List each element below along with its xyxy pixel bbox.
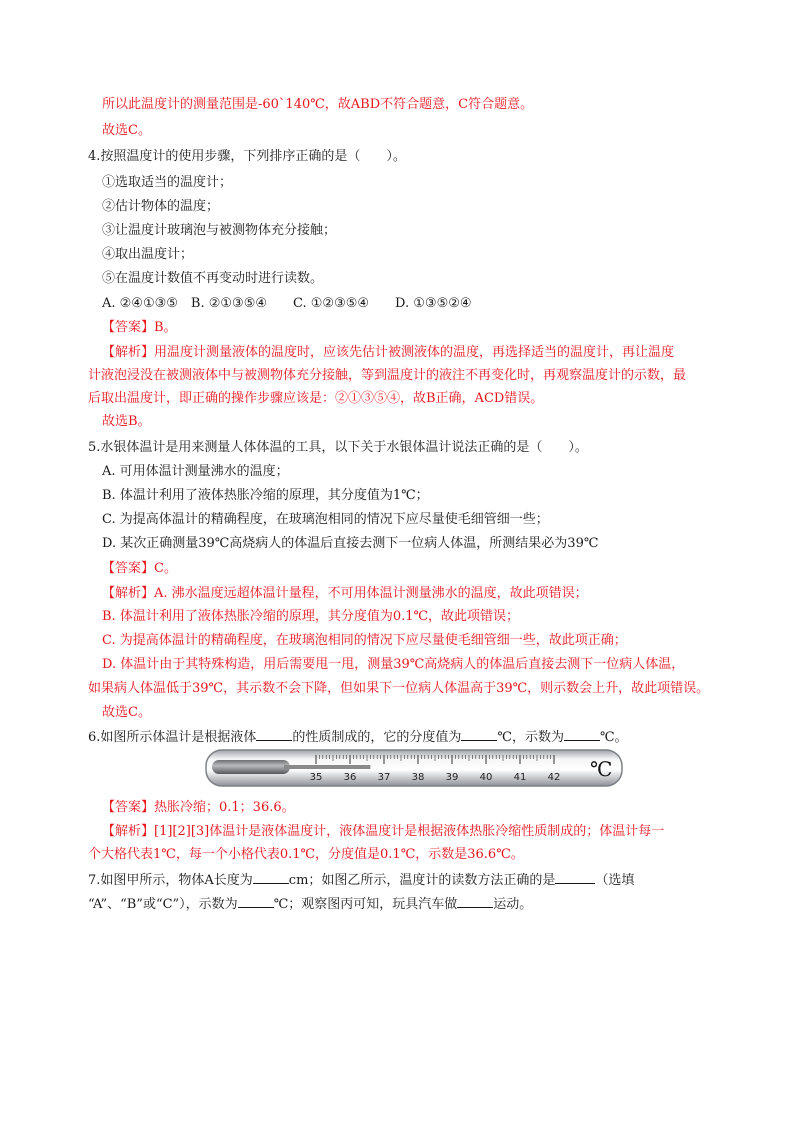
analysis-text: C. 为提高体温计的精确程度，在玻璃泡相同的情况下应尽量使毛细管细一些，故此项正确； (102, 633, 627, 648)
question-4-options: A. ②④①③⑤ B. ②①③⑤④ C. ①②③⑤④ D. ①③⑤②④ (102, 296, 472, 311)
scale-label: 40 (479, 772, 493, 783)
q7-a1: 7.如图甲所示，物体A长度为 (88, 873, 253, 888)
doc-line: 故选C。 (102, 123, 151, 138)
thermometer-mercury-column (284, 765, 370, 769)
question-5-option: A. 可用体温计测量沸水的温度； (102, 464, 289, 479)
question-4-step: ③让温度计玻璃泡与被测物体充分接触； (102, 223, 337, 238)
thermometer-bulb (212, 760, 290, 774)
question-5-option: D. 某次正确测量39℃高烧病人的体温后直接去测下一位病人体温，所测结果必为39℃ (102, 536, 599, 551)
answer-label: 【答案】B。 (102, 320, 177, 335)
q6-part1: 6.如图所示体温计是根据液体 (88, 730, 257, 745)
doc-line: 所以此温度计的测量范围是-60`140℃，故ABD不符合题意，C符合题意。 (102, 97, 534, 112)
scale-label: 35 (309, 772, 323, 783)
q6-part3: ℃，示数为 (497, 730, 564, 745)
question-7-stem-cont (88, 893, 532, 915)
question-4-step: ②估计物体的温度； (102, 199, 220, 214)
scale-label: 38 (411, 772, 425, 783)
analysis-text: 【解析】[1][2][3]体温计是液体温度计，液体温度计是根据液体热胀冷缩性质制成的；体温计每一 (102, 824, 665, 839)
analysis-text: 【解析】用温度计测量液体的温度时，应该先估计被测液体的温度，再选择适当的温度计，再让温度 (102, 345, 675, 360)
analysis-text: D. 体温计由于其特殊构造，用后需要甩一甩，测量39℃高烧病人的体温后直接去测下一位病人体温， (102, 657, 685, 672)
doc-line: 故选B。 (102, 414, 151, 429)
q7-blank-2[interactable] (555, 869, 595, 884)
q7-blank-1[interactable] (253, 869, 289, 884)
doc-line: 故选C。 (102, 705, 151, 720)
scale-label: 42 (547, 772, 561, 783)
q6-blank-1[interactable] (256, 726, 292, 741)
q7-blank-4[interactable] (457, 893, 493, 908)
question-4-step: ①选取适当的温度计； (102, 175, 233, 190)
analysis-text: 个大格代表1℃，每一个小格代表0.1℃，分度值是0.1℃，示数是36.6℃。 (88, 847, 524, 862)
q6-blank-3[interactable] (564, 726, 600, 741)
question-4-step: ④取出温度计； (102, 247, 194, 262)
analysis-text: 如果病人体温低于39℃，其示数不会下降，但如果下一位病人体温高于39℃，则示数会上升，故此项错误。 (88, 681, 710, 696)
scale-label: 37 (377, 772, 391, 783)
question-6-stem (88, 726, 628, 748)
question-5-option: C. 为提高体温计的精确程度，在玻璃泡相同的情况下应尽量使毛细管细一些； (102, 512, 549, 527)
q7-blank-3[interactable] (238, 893, 274, 908)
answer-label: 【答案】热胀冷缩；0.1；36.6。 (102, 800, 295, 815)
q7-b1: “A”、“B”或“C”），示数为 (88, 897, 238, 912)
question-7-stem (88, 869, 634, 891)
q6-blank-2[interactable] (461, 726, 497, 741)
q7-b3: 运动。 (493, 897, 533, 912)
question-5-option: B. 体温计利用了液体热胀冷缩的原理，其分度值为1℃； (102, 488, 429, 503)
scale-label: 41 (513, 772, 527, 783)
scale-label: 39 (445, 772, 459, 783)
thermometer-unit-label: ℃ (590, 757, 613, 781)
q7-a2: cm；如图乙所示，温度计的读数方法正确的是 (288, 873, 556, 888)
question-5-stem: 5.水银体温计是用来测量人体体温的工具，以下关于水银体温计说法正确的是（ ）。 (88, 440, 588, 455)
analysis-text: B. 体温计利用了液体热胀冷缩的原理，其分度值为0.1℃，故此项错误； (102, 609, 520, 624)
answer-label: 【答案】C。 (102, 561, 177, 576)
analysis-text: 后取出温度计，即正确的操作步骤应该是：②①③⑤④，故B正确，ACD错误。 (88, 391, 544, 406)
clinical-thermometer-figure (204, 746, 624, 790)
analysis-text: 计液泡浸没在被测液体中与被测物体充分接触，等到温度计的液注不再变化时，再观察温度计的示数，最 (88, 368, 687, 383)
question-4-stem: 4.按照温度计的使用步骤，下列排序正确的是（ ）。 (88, 149, 406, 164)
analysis-text: 【解析】A. 沸水温度远超体温计量程，不可用体温计测量沸水的温度，故此项错误； (102, 586, 588, 601)
q6-part4: ℃。 (599, 730, 628, 745)
q6-part2: 的性质制成的，它的分度值为 (292, 730, 462, 745)
scale-label: 36 (343, 772, 357, 783)
question-4-step: ⑤在温度计数值不再变动时进行读数。 (102, 271, 324, 286)
q7-b2: ℃；观察图丙可知，玩具汽车做 (273, 897, 458, 912)
q7-a3: （选填 (595, 873, 635, 888)
